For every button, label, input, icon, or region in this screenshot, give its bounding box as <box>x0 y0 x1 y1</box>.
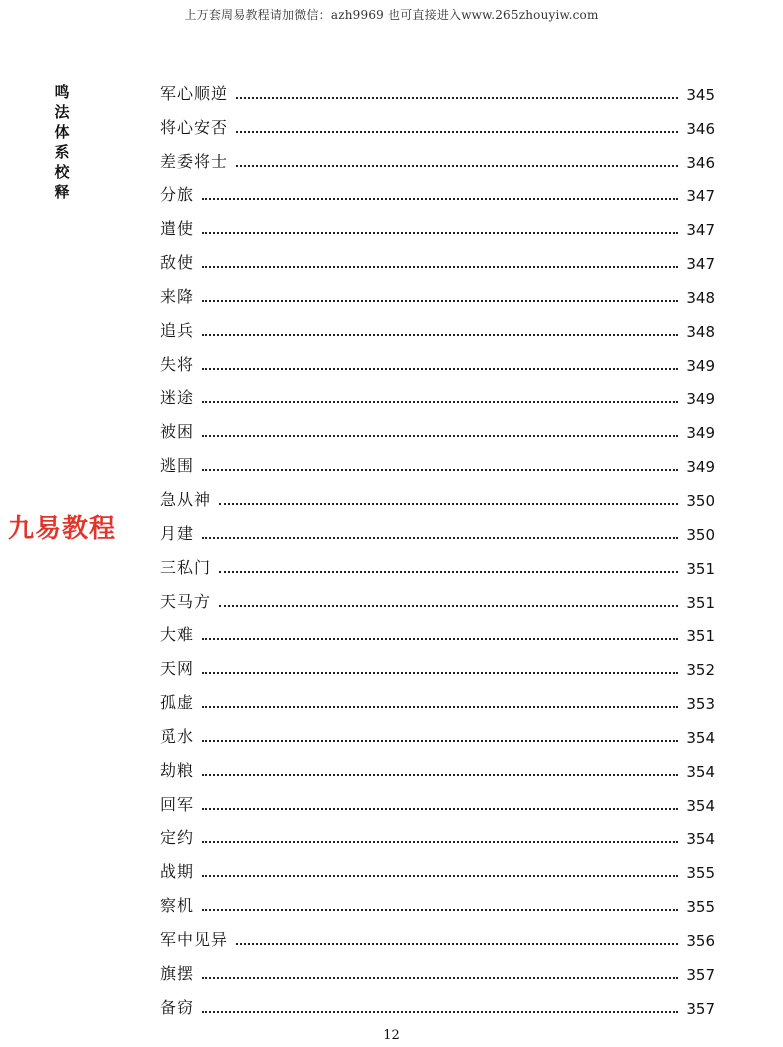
dot-leader <box>202 706 678 708</box>
toc-entry[interactable] <box>160 888 715 922</box>
toc-entry-title: 孤虚 <box>160 693 195 713</box>
toc-entry[interactable] <box>160 651 715 685</box>
toc-entry-title: 追兵 <box>160 320 195 340</box>
dot-leader <box>202 977 678 979</box>
toc-entry-page: 349 <box>686 458 715 477</box>
toc-entry[interactable] <box>160 550 715 584</box>
toc-entry-title: 备窃 <box>160 997 195 1017</box>
toc-entry-page: 355 <box>686 898 715 917</box>
toc-entry[interactable] <box>160 448 715 482</box>
side-title-char: 释 <box>54 183 70 201</box>
toc-entry-page: 354 <box>686 830 715 849</box>
toc-entry-title: 迷途 <box>160 388 195 408</box>
toc-entry-title: 战期 <box>160 862 195 882</box>
dot-leader <box>219 503 678 505</box>
side-title <box>52 82 72 202</box>
toc-entry-page: 357 <box>686 999 715 1018</box>
toc-entry-title: 被困 <box>160 422 195 442</box>
toc-entry-page: 357 <box>686 965 715 984</box>
toc-entry-page: 351 <box>686 559 715 578</box>
toc-entry[interactable] <box>160 719 715 753</box>
dot-leader <box>236 165 678 167</box>
toc-entry-page: 345 <box>686 85 715 104</box>
dot-leader <box>202 300 678 302</box>
toc-entry-title: 察机 <box>160 896 195 916</box>
toc-entry-title: 三私门 <box>160 557 212 577</box>
toc-entry-title: 旗摆 <box>160 963 195 983</box>
toc-entry-page: 346 <box>686 153 715 172</box>
dot-leader <box>202 232 678 234</box>
toc-entry-page: 348 <box>686 322 715 341</box>
side-title-char: 鸣 <box>54 83 70 101</box>
dot-leader <box>219 605 678 607</box>
toc-entry[interactable] <box>160 618 715 652</box>
toc-entry[interactable] <box>160 854 715 888</box>
toc-entry[interactable] <box>160 685 715 719</box>
toc-entry[interactable] <box>160 76 715 110</box>
toc-entry-title: 军中见异 <box>160 929 229 949</box>
toc-entry-page: 347 <box>686 221 715 240</box>
toc-entry[interactable] <box>160 482 715 516</box>
toc-entry-title: 月建 <box>160 523 195 543</box>
dot-leader <box>202 774 678 776</box>
toc-entry-title: 天马方 <box>160 591 212 611</box>
toc-entry-page: 349 <box>686 390 715 409</box>
dot-leader <box>236 97 678 99</box>
dot-leader <box>202 469 678 471</box>
toc-entry[interactable] <box>160 144 715 178</box>
toc-entry-title: 定约 <box>160 828 195 848</box>
toc-entry-title: 大难 <box>160 625 195 645</box>
toc-entry[interactable] <box>160 245 715 279</box>
toc-entry-page: 354 <box>686 796 715 815</box>
side-title-char: 体 <box>54 123 70 141</box>
toc-entry-page: 351 <box>686 627 715 646</box>
toc-entry-title: 劫粮 <box>160 760 195 780</box>
toc-entry-title: 来降 <box>160 286 195 306</box>
dot-leader <box>202 368 678 370</box>
dot-leader <box>202 909 678 911</box>
toc-entry-title: 急从神 <box>160 489 212 509</box>
toc-entry[interactable] <box>160 110 715 144</box>
toc-entry-page: 350 <box>686 491 715 510</box>
toc-entry-title: 敌使 <box>160 253 195 273</box>
toc-entry-page: 355 <box>686 864 715 883</box>
table-of-contents <box>160 76 715 1024</box>
dot-leader <box>202 401 678 403</box>
toc-entry[interactable] <box>160 516 715 550</box>
dot-leader <box>202 435 678 437</box>
toc-entry[interactable] <box>160 211 715 245</box>
toc-entry[interactable] <box>160 956 715 990</box>
dot-leader <box>202 808 678 810</box>
toc-entry-page: 349 <box>686 424 715 443</box>
dot-leader <box>202 334 678 336</box>
toc-entry-title: 差委将士 <box>160 151 229 171</box>
toc-entry[interactable] <box>160 279 715 313</box>
dot-leader <box>202 740 678 742</box>
toc-entry-page: 354 <box>686 762 715 781</box>
dot-leader <box>202 875 678 877</box>
dot-leader <box>202 841 678 843</box>
toc-entry-page: 347 <box>686 187 715 206</box>
toc-entry[interactable] <box>160 821 715 855</box>
side-title-char: 校 <box>54 163 70 181</box>
page-number: 12 <box>383 1028 400 1043</box>
toc-entry-title: 天网 <box>160 659 195 679</box>
toc-entry-title: 逃围 <box>160 456 195 476</box>
toc-entry[interactable] <box>160 787 715 821</box>
toc-entry-page: 356 <box>686 931 715 950</box>
brand-watermark: 九易教程 <box>8 514 117 544</box>
toc-entry-title: 军心顺逆 <box>160 83 229 103</box>
toc-entry[interactable] <box>160 753 715 787</box>
toc-entry[interactable] <box>160 584 715 618</box>
dot-leader <box>202 1011 678 1013</box>
side-title-char: 法 <box>54 103 70 121</box>
dot-leader <box>202 198 678 200</box>
toc-entry-title: 分旅 <box>160 185 195 205</box>
toc-entry[interactable] <box>160 313 715 347</box>
toc-entry-page: 352 <box>686 661 715 680</box>
dot-leader <box>202 537 678 539</box>
dot-leader <box>219 571 678 573</box>
dot-leader <box>202 672 678 674</box>
toc-entry-page: 348 <box>686 288 715 307</box>
side-title-char: 系 <box>54 143 70 161</box>
toc-entry[interactable] <box>160 347 715 381</box>
toc-entry[interactable] <box>160 922 715 956</box>
toc-entry-page: 354 <box>686 728 715 747</box>
dot-leader <box>236 131 678 133</box>
toc-entry-page: 349 <box>686 356 715 375</box>
toc-entry[interactable] <box>160 990 715 1024</box>
toc-entry-title: 觅水 <box>160 726 195 746</box>
toc-entry-title: 将心安否 <box>160 117 229 137</box>
toc-entry-page: 351 <box>686 593 715 612</box>
toc-entry-title: 回军 <box>160 794 195 814</box>
dot-leader <box>236 943 678 945</box>
watermark-text: 上万套周易教程请加微信：azh9969 也可直接进入www.265zhouyiw.com <box>184 8 599 22</box>
toc-entry[interactable] <box>160 381 715 415</box>
toc-entry-title: 失将 <box>160 354 195 374</box>
toc-entry[interactable] <box>160 414 715 448</box>
toc-entry-page: 350 <box>686 525 715 544</box>
toc-entry-page: 346 <box>686 119 715 138</box>
dot-leader <box>202 638 678 640</box>
toc-entry-page: 353 <box>686 695 715 714</box>
toc-entry-title: 遣使 <box>160 219 195 239</box>
dot-leader <box>202 266 678 268</box>
toc-entry[interactable] <box>160 178 715 212</box>
toc-entry-page: 347 <box>686 255 715 274</box>
